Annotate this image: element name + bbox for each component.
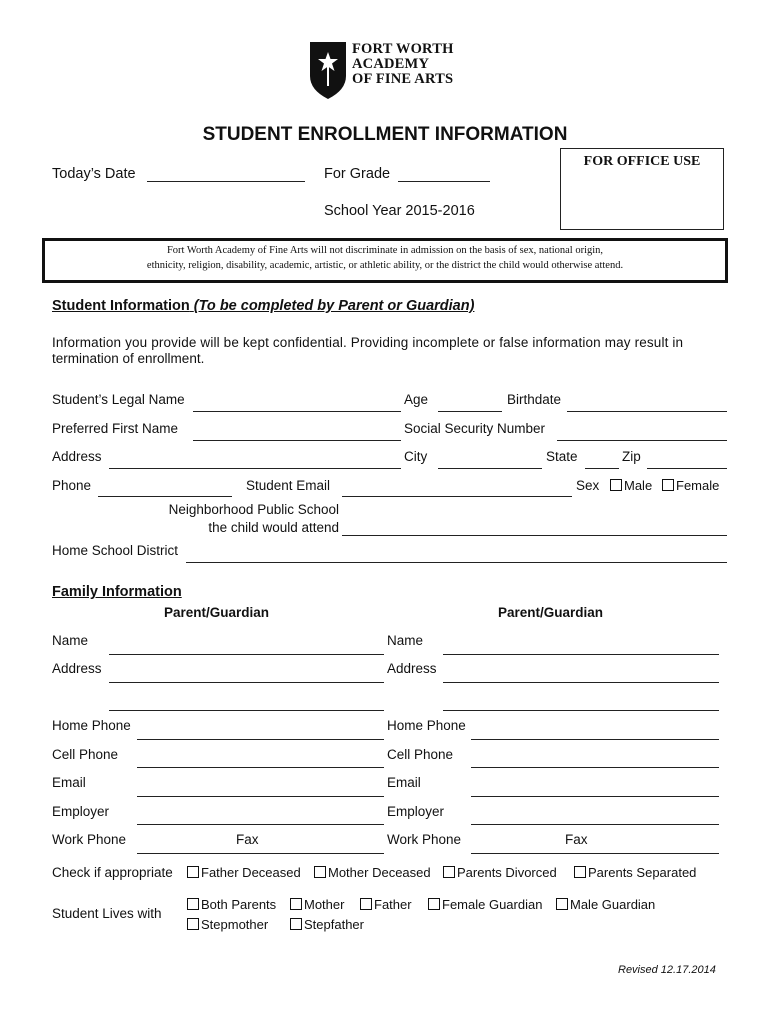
parent2-work-fax-field[interactable]	[471, 853, 719, 854]
legal-name-label: Student’s Legal Name	[52, 392, 185, 407]
parent2-address-field[interactable]	[443, 682, 719, 683]
checkbox[interactable]	[360, 898, 372, 910]
neighborhood-field[interactable]	[342, 535, 727, 536]
option-label: Both Parents	[201, 897, 277, 912]
intro-line-1: Information you provide will be kept confidential. Providing incomplete or false information may result in	[52, 335, 684, 350]
non-discrimination-notice	[42, 238, 728, 283]
notice-line-1: Fort Worth Academy of Fine Arts will not discriminate in admission on the basis of sex, national origin,	[166, 245, 604, 256]
parent1-name-field[interactable]	[109, 654, 384, 655]
female-checkbox[interactable]	[662, 479, 674, 491]
page-title: STUDENT ENROLLMENT INFORMATION	[202, 124, 568, 145]
lives-female-guardian[interactable]	[428, 897, 542, 912]
state-label: State	[546, 449, 578, 464]
parent1-fax-label: Fax	[236, 832, 259, 847]
parent1-cell-phone-field[interactable]	[137, 767, 384, 768]
checkbox[interactable]	[574, 866, 586, 878]
parent2-address-field-2[interactable]	[443, 710, 719, 711]
age-label: Age	[404, 392, 429, 407]
parent2-email-label: Email	[387, 775, 421, 790]
male-checkbox[interactable]	[610, 479, 622, 491]
parent1-home-phone-field[interactable]	[137, 739, 384, 740]
lives-stepfather[interactable]	[290, 917, 364, 932]
checkbox[interactable]	[314, 866, 326, 878]
check-parents-separated[interactable]	[574, 865, 696, 880]
parent2-work-phone-label: Work Phone	[387, 832, 462, 847]
parent2-home-phone-field[interactable]	[471, 739, 719, 740]
parent2-cell-phone-field[interactable]	[471, 767, 719, 768]
preferred-name-field[interactable]	[193, 440, 401, 441]
todays-date-label: Today’s Date	[52, 166, 136, 182]
parent1-email-field[interactable]	[137, 796, 384, 797]
parent1-employer-label: Employer	[52, 804, 110, 819]
option-label: Father Deceased	[201, 865, 301, 880]
parent2-employer-label: Employer	[387, 804, 445, 819]
birthdate-label: Birthdate	[507, 392, 562, 407]
intro-line-2: termination of enrollment.	[52, 351, 205, 366]
option-label: Mother	[304, 897, 345, 912]
ssn-field[interactable]	[557, 440, 727, 441]
option-label: Male Guardian	[570, 897, 656, 912]
checkbox[interactable]	[187, 898, 199, 910]
family-info-heading: Family Information	[52, 584, 182, 600]
todays-date-field[interactable]	[147, 181, 305, 182]
parent1-work-phone-label: Work Phone	[52, 832, 127, 847]
parent2-name-field[interactable]	[443, 654, 719, 655]
parent1-address-field-2[interactable]	[109, 710, 384, 711]
checkbox[interactable]	[187, 866, 199, 878]
phone-field[interactable]	[98, 496, 232, 497]
parent1-address-label: Address	[52, 661, 102, 676]
parent1-address-field[interactable]	[109, 682, 384, 683]
neighborhood-line-2: the child would attend	[208, 520, 339, 535]
parent2-name-label: Name	[387, 633, 424, 648]
lives-mother[interactable]	[290, 897, 344, 912]
checkbox[interactable]	[290, 918, 302, 930]
preferred-name-label: Preferred First Name	[52, 421, 179, 436]
logo-line-1: FORT WORTH	[352, 41, 454, 57]
parent1-employer-field[interactable]	[137, 824, 384, 825]
parent1-cell-phone-label: Cell Phone	[52, 747, 119, 762]
age-field[interactable]	[438, 411, 502, 412]
logo-line-2: ACADEMY	[352, 56, 430, 72]
office-use-box	[560, 148, 724, 230]
student-email-label: Student Email	[246, 478, 331, 493]
home-district-field[interactable]	[186, 562, 727, 563]
check-parents-divorced[interactable]	[443, 865, 557, 880]
checkbox[interactable]	[443, 866, 455, 878]
parent2-employer-field[interactable]	[471, 824, 719, 825]
city-field[interactable]	[438, 468, 542, 469]
option-label: Stepmother	[201, 917, 269, 932]
office-use-label: FOR OFFICE USE	[583, 154, 701, 169]
lives-male-guardian[interactable]	[556, 897, 655, 912]
lives-both-parents[interactable]	[187, 897, 276, 912]
student-info-note: (To be completed by Parent or Guardian)	[193, 298, 475, 314]
lives-stepmother[interactable]	[187, 917, 268, 932]
home-district-label: Home School District	[52, 543, 179, 558]
option-label: Female Guardian	[442, 897, 543, 912]
option-label: Father	[374, 897, 412, 912]
checkbox[interactable]	[556, 898, 568, 910]
option-label: Parents Separated	[588, 865, 697, 880]
city-label: City	[404, 449, 428, 464]
option-label: Stepfather	[304, 917, 364, 932]
sex-label: Sex	[576, 478, 600, 493]
zip-label: Zip	[622, 449, 641, 464]
checkbox[interactable]	[187, 918, 199, 930]
parent2-fax-label: Fax	[565, 832, 588, 847]
lives-father[interactable]	[360, 897, 412, 912]
legal-name-field[interactable]	[193, 411, 401, 412]
parent2-email-field[interactable]	[471, 796, 719, 797]
checkbox[interactable]	[290, 898, 302, 910]
parent2-home-phone-label: Home Phone	[387, 718, 466, 733]
parent1-email-label: Email	[52, 775, 86, 790]
for-grade-field[interactable]	[398, 181, 490, 182]
checkbox[interactable]	[428, 898, 440, 910]
for-grade-label: For Grade	[324, 166, 391, 182]
parent-col-left-heading: Parent/Guardian	[164, 605, 270, 620]
lives-with-label: Student Lives with	[52, 906, 162, 921]
parent-col-right-heading: Parent/Guardian	[498, 605, 604, 620]
student-info-title: Student Information	[52, 298, 190, 314]
parent2-address-label: Address	[387, 661, 437, 676]
check-mother-deceased[interactable]	[314, 865, 431, 880]
parent1-work-fax-field[interactable]	[137, 853, 384, 854]
parent2-cell-phone-label: Cell Phone	[387, 747, 454, 762]
option-label: Parents Divorced	[457, 865, 557, 880]
birthdate-field[interactable]	[567, 411, 727, 412]
address-field[interactable]	[109, 468, 401, 469]
female-label: Female	[676, 478, 720, 493]
male-label: Male	[624, 478, 653, 493]
check-appropriate-label: Check if appropriate	[52, 865, 173, 880]
student-info-heading	[52, 298, 474, 314]
ssn-label: Social Security Number	[404, 421, 546, 436]
notice-line-2: ethnicity, religion, disability, academic, artistic, or athletic ability, or the district the child would otherwise attend.	[146, 259, 624, 271]
neighborhood-label	[164, 501, 339, 537]
school-year: School Year 2015-2016	[324, 203, 475, 219]
student-email-field[interactable]	[342, 496, 572, 497]
sex-male-option[interactable]	[610, 478, 652, 493]
state-field[interactable]	[585, 468, 619, 469]
revised-date: Revised 12.17.2014	[618, 964, 716, 976]
logo-line-3: OF FINE ARTS	[352, 71, 454, 87]
check-father-deceased[interactable]	[187, 865, 301, 880]
sex-female-option[interactable]	[662, 478, 719, 493]
zip-field[interactable]	[647, 468, 727, 469]
phone-label: Phone	[52, 478, 92, 493]
option-label: Mother Deceased	[328, 865, 431, 880]
address-label: Address	[52, 449, 102, 464]
shield-star-icon	[308, 38, 348, 100]
school-logo	[308, 38, 468, 102]
neighborhood-line-1: Neighborhood Public School	[168, 502, 339, 517]
parent1-name-label: Name	[52, 633, 89, 648]
parent1-home-phone-label: Home Phone	[52, 718, 131, 733]
